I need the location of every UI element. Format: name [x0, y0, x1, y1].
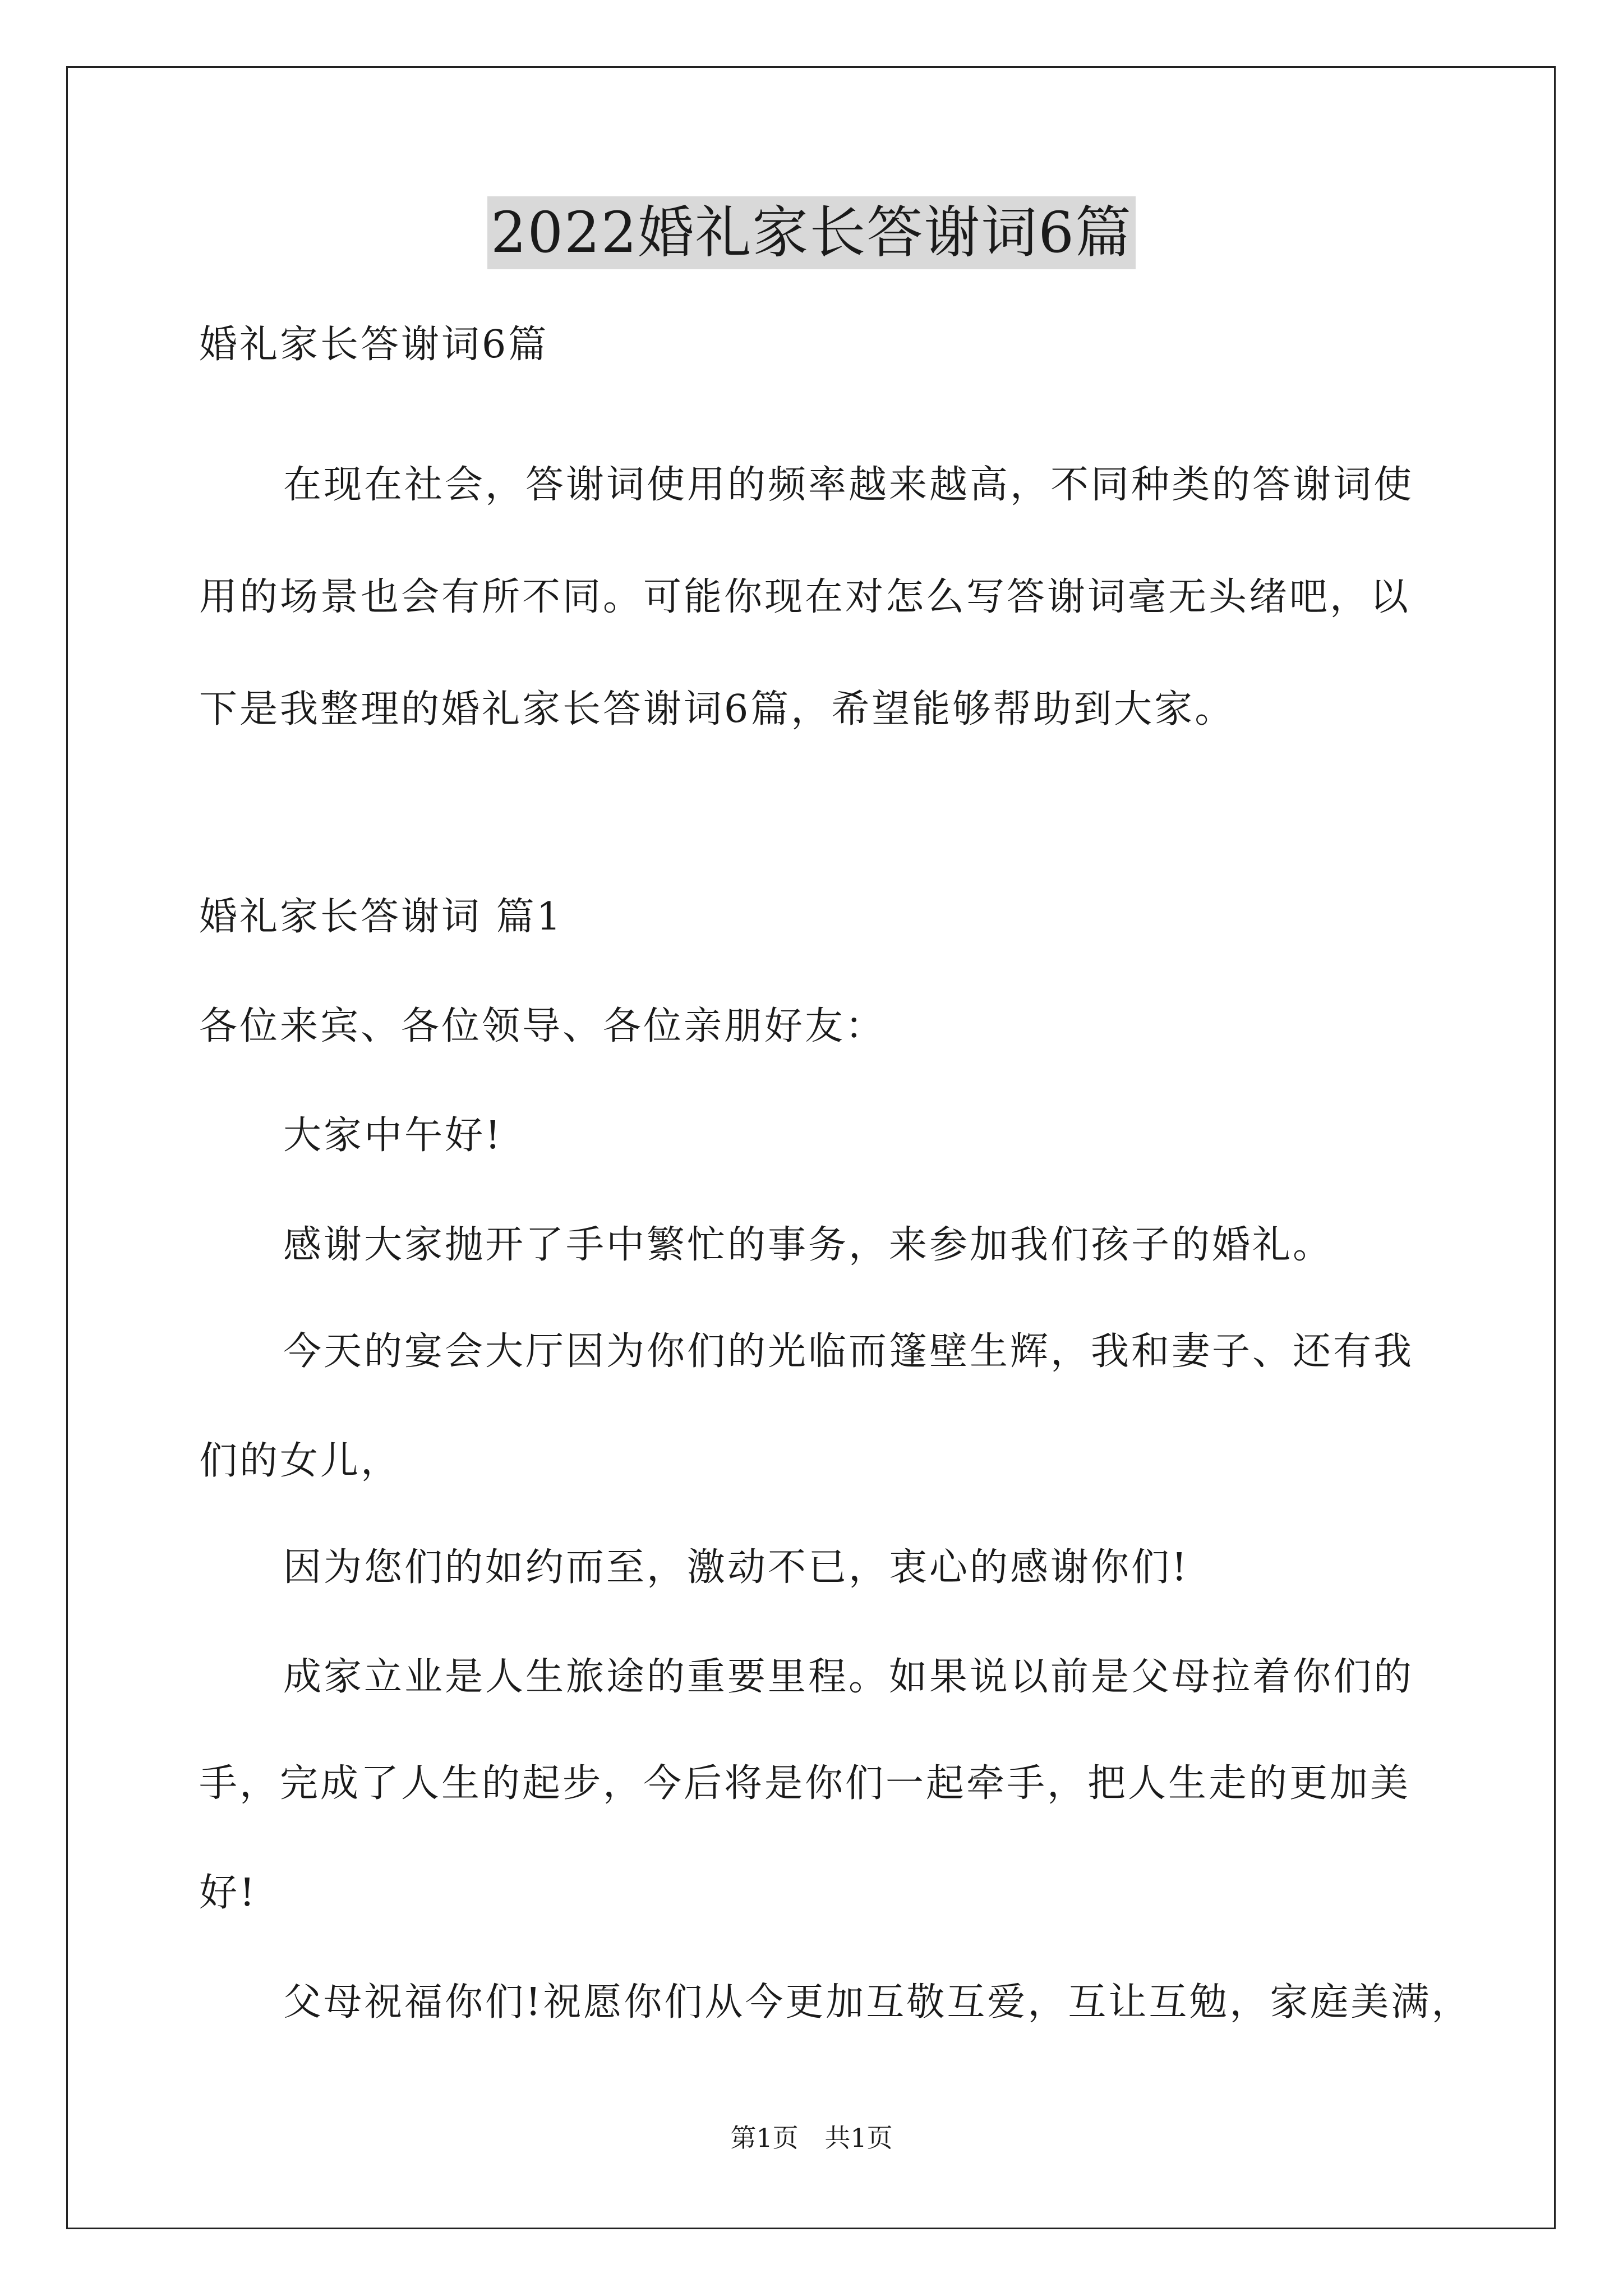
body-line-4: 因为您们的如约而至，激动不已，衷心的感谢你们!: [283, 1545, 1189, 1590]
section-heading: 婚礼家长答谢词 篇1: [199, 895, 563, 939]
body-line-3: 们的女儿，: [199, 1439, 402, 1483]
salutation-line: 各位来宾、各位领导、各位亲朋好友：: [199, 1004, 886, 1048]
intro-line-1: 在现在社会，答谢词使用的频率越来越高，不同种类的答谢词使: [283, 463, 1414, 507]
page-number-current: 第1页: [730, 2123, 799, 2153]
body-line-1: 感谢大家抛开了手中繁忙的事务，来参加我们孩子的婚礼。: [283, 1223, 1334, 1267]
page-footer: [0, 2118, 1623, 2155]
body-line-5: 成家立业是人生旅途的重要里程。如果说以前是父母拉着你们的: [283, 1655, 1414, 1699]
intro-line-3: 下是我整理的婚礼家长答谢词6篇，希望能够帮助到大家。: [199, 687, 1235, 731]
subtitle-line: 婚礼家长答谢词6篇: [199, 323, 549, 367]
title-container: [0, 196, 1623, 269]
body-line-2: 今天的宴会大厅因为你们的光临而篷壁生辉，我和妻子、还有我: [283, 1329, 1414, 1374]
body-line-7: 好!: [199, 1871, 257, 1915]
document-title: 2022婚礼家长答谢词6篇: [487, 196, 1136, 269]
body-line-8: 父母祝福你们!祝愿你们从今更加互敬互爱，互让互勉，家庭美满，: [283, 1980, 1472, 2024]
body-line-6: 手，完成了人生的起步，今后将是你们一起牵手，把人生走的更加美: [199, 1761, 1411, 1806]
intro-line-2: 用的场景也会有所不同。可能你现在对怎么写答谢词毫无头绪吧，以: [199, 575, 1411, 619]
page-number-total: 共1页: [824, 2123, 893, 2153]
greeting-line: 大家中午好!: [283, 1114, 503, 1158]
